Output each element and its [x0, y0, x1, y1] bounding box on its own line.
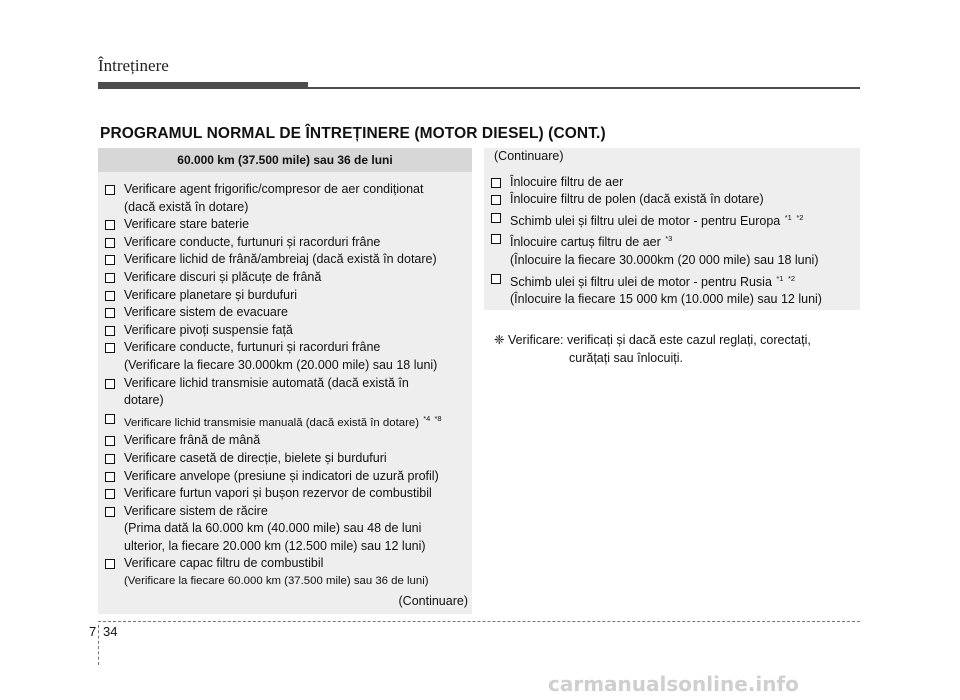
checklist-item: Verificare casetă de direcție, bielete și burdufuri: [104, 450, 472, 468]
footnote-marker: *4: [423, 413, 431, 423]
checklist-item: Verificare conducte, furtunuri și racorduri frâne: [104, 234, 472, 252]
inspection-note: [494, 332, 811, 367]
checklist-item: Verificare furtun vapori și bușon rezervor de combustibil: [104, 485, 472, 503]
checklist-item: Verificare lichid transmisie manuală (dacă există în dotare) $^{*4}$ $^{*8}$: [104, 410, 472, 433]
checklist-item: Înlocuire filtru de aer: [490, 174, 860, 192]
checklist-item: Verificare lichid transmisie automată (dacă există în: [104, 375, 472, 393]
footnote-marker: *2: [787, 273, 796, 283]
checklist-item-detail: (Înlocuire la fiecare 30.000km (20 000 mile) sau 18 luni): [510, 252, 819, 267]
checklist-item-detail: (Verificare la fiecare 60.000 km (37.500 mile) sau 36 de luni): [124, 575, 429, 588]
inspection-note-line-2: curățați sau înlocuiți.: [569, 350, 683, 365]
checklist-item: Verificare capac filtru de combustibil: [104, 555, 472, 573]
checklist-item-detail: (Prima dată la 60.000 km (40.000 mile) sau 48 de luni: [124, 521, 422, 536]
maintenance-box-left: [98, 148, 472, 614]
checklist-item: Verificare anvelope (presiune și indicatori de uzură profil): [104, 468, 472, 486]
checklist-item-detail: (dacă există în dotare): [124, 199, 249, 214]
right-checklist: [484, 172, 860, 309]
checklist-item-detail: ulterior, la fiecare 20.000 km (12.500 mile) sau 12 luni): [124, 538, 426, 553]
header-bar-thin: [98, 87, 860, 89]
checklist-item: Înlocuire cartuș filtru de aer $^{*3}$: [490, 230, 860, 252]
checklist-item: Verificare frână de mână: [104, 432, 472, 450]
footer-divider: [98, 621, 860, 622]
checklist-item: Verificare agent frigorific/compresor de aer condiționat: [104, 181, 472, 199]
checklist-item: Verificare sistem de evacuare: [104, 304, 472, 322]
checklist-item: Verificare planetare și burdufuri: [104, 287, 472, 305]
section-title: Întreținere: [98, 56, 169, 75]
continuation-label-right: (Continuare): [494, 149, 564, 163]
checklist-item: Verificare lichid de frână/ambreiaj (dacă există în dotare): [104, 251, 472, 269]
chapter-number: 7: [89, 624, 97, 639]
continuation-label-left: (Continuare): [398, 594, 468, 608]
footnote-marker: *3: [665, 234, 673, 244]
checklist-item: Verificare discuri și plăcuțe de frână: [104, 269, 472, 287]
maintenance-box-right: [484, 148, 860, 310]
footnote-marker: *8: [434, 413, 442, 423]
footnote-marker: *2: [796, 212, 804, 222]
checklist-item: Verificare conducte, furtunuri și racorduri frâne: [104, 339, 472, 357]
checklist-item: Schimb ulei și filtru ulei de motor - pentru Rusia $^{*1}$ $^{*2}$: [490, 270, 860, 292]
checklist-item-detail: (Verificare la fiecare 30.000km (20.000 mile) sau 18 luni): [124, 357, 438, 372]
maintenance-box-title: 60.000 km (37.500 mile) sau 36 de luni: [98, 148, 472, 172]
checklist-item: Schimb ulei și filtru ulei de motor - pentru Europa $^{*1}$ $^{*2}$: [490, 209, 860, 231]
checklist-item: Înlocuire filtru de polen (dacă există în dotare): [490, 191, 860, 209]
page-number: 34: [103, 624, 118, 639]
footnote-marker: *1: [784, 212, 792, 222]
footnote-marker: *1: [776, 273, 784, 283]
checklist-item: Verificare sistem de răcire: [104, 503, 472, 521]
checklist-item: Verificare stare baterie: [104, 216, 472, 234]
watermark: carmanualsonline.info: [548, 672, 799, 696]
checklist-item: Verificare pivoți suspensie față: [104, 322, 472, 340]
left-checklist: [98, 172, 472, 591]
footer-vertical-divider: [98, 625, 99, 665]
checklist-item-detail: dotare): [124, 393, 164, 408]
checklist-item-detail: (Înlocuire la fiecare 15 000 km (10.000 mile) sau 12 luni): [510, 292, 822, 307]
inspection-note-line-1: ❈ Verificare: verificați și dacă este cazul reglați, corectați,: [494, 333, 811, 347]
page-heading: PROGRAMUL NORMAL DE ÎNTREȚINERE (MOTOR DIESEL) (CONT.): [100, 125, 606, 142]
